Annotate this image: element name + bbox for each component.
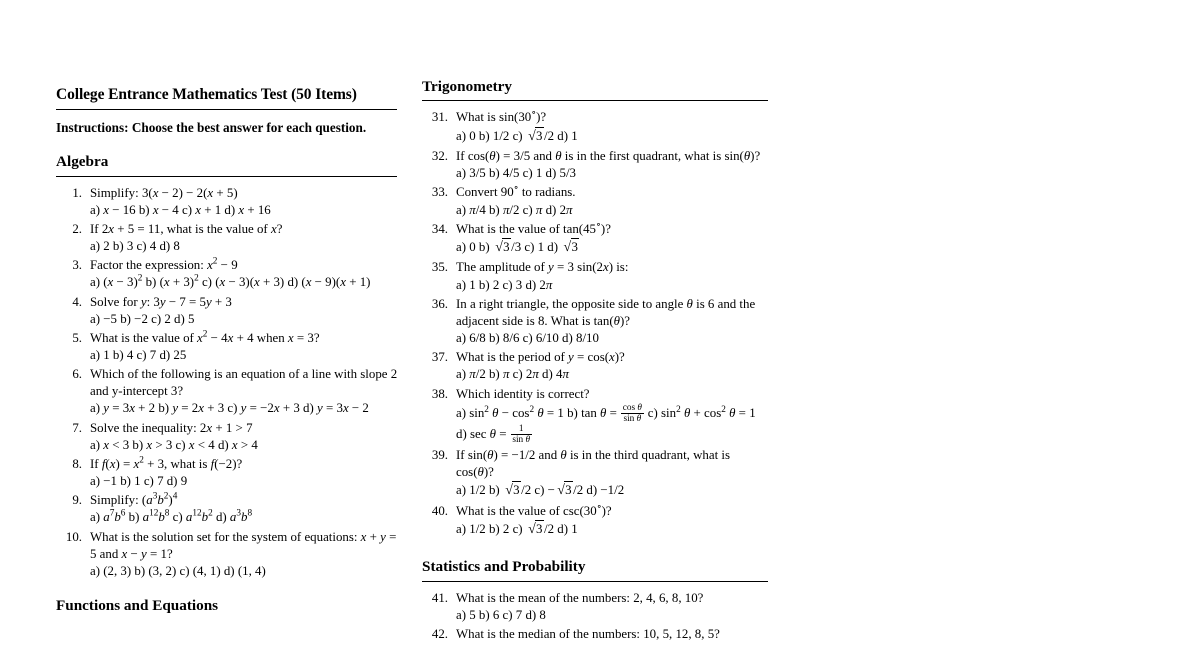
question-number: 2.: [72, 221, 82, 236]
question-options: a) −1 b) 1 c) 7 d) 9: [90, 474, 188, 489]
question-item: [422, 626, 767, 643]
question-item: [422, 503, 767, 540]
question-number: 37.: [431, 350, 448, 365]
question-item: [422, 221, 767, 258]
question-text: What is sin(30∘)?: [456, 108, 547, 125]
question-number: 36.: [431, 296, 448, 311]
question-number: 32.: [431, 149, 448, 164]
right-column: [422, 0, 767, 645]
question-options: a) 6/8 b) 8/6 c) 6/10 d) 8/10: [456, 331, 599, 346]
question-options: a) (2, 3) b) (3, 2) c) (4, 1) d) (1, 4): [90, 563, 266, 578]
algebra-rule: [56, 176, 397, 177]
question-number: 9.: [72, 493, 82, 508]
question-number: 42.: [431, 627, 448, 642]
question-item: [422, 590, 767, 624]
question-text: What is the median of the numbers: 10, 5, 12, 8, 5?: [456, 627, 720, 642]
question-text: If cos(θ) = 3/5 and θ is in the first quadrant, what is sin(θ)?: [456, 149, 761, 164]
question-item: [56, 257, 401, 291]
question-number: 39.: [431, 447, 448, 462]
question-options: a) π/4 b) π/2 c) π d) 2π: [456, 202, 573, 217]
trigonometry-question-list: [422, 109, 767, 539]
question-options: a) x < 3 b) x > 3 c) x < 4 d) x > 4: [90, 437, 258, 452]
question-options: a) x − 16 b) x − 4 c) x + 1 d) x + 16: [90, 202, 271, 217]
question-number: 33.: [431, 185, 448, 200]
question-text: If $f(x) = x^2 + 3$, what is f(−2)?: [90, 455, 243, 471]
question-item: [56, 330, 401, 364]
question-text: What is the value of $x^2 - 4x + 4$ when x = 3?: [90, 329, 320, 345]
question-number: 4.: [72, 294, 82, 309]
question-options: a) y = 3x + 2 b) y = 2x + 3 c) y = −2x + 3 d) y = 3x − 2: [90, 401, 369, 416]
section-heading-algebra: Algebra: [56, 153, 109, 171]
question-text: Factor the expression: $x^2 - 9$: [90, 256, 238, 273]
question-text: Solve the inequality: 2x + 1 > 7: [90, 420, 253, 435]
question-text: If sin(θ) = −1/2 and θ is in the third quadrant, what is cos(θ)?: [456, 447, 730, 479]
question-number: 35.: [431, 260, 448, 275]
question-item: [56, 529, 401, 580]
question-number: 31.: [431, 110, 448, 125]
question-item: [422, 259, 767, 293]
question-text: Simplify: $(a^3b^2)^4$: [90, 491, 178, 508]
question-options: a) −5 b) −2 c) 2 d) 5: [90, 311, 195, 326]
instructions-line: Instructions: Choose the best answer for each question.: [56, 120, 367, 136]
section-heading-trigonometry: Trigonometry: [422, 78, 512, 95]
question-text: The amplitude of y = 3 sin(2x) is:: [456, 260, 629, 275]
statistics-rule: [422, 581, 768, 582]
question-item: [422, 349, 767, 383]
question-options: a) 3/5 b) 4/5 c) 1 d) 5/3: [456, 166, 576, 181]
question-item: [56, 185, 401, 219]
question-number: 6.: [72, 367, 82, 382]
question-options: a) $(x - 3)^2$ b) $(x + 3)^2$ c) (x − 3)(x + 3) d) (x − 9)(x + 1): [90, 274, 371, 290]
question-item: [56, 456, 401, 490]
question-text: What is the mean of the numbers: 2, 4, 6, 8, 10?: [456, 590, 704, 605]
question-item: [422, 148, 767, 182]
question-item: [422, 109, 767, 146]
question-options: a) π/2 b) π c) 2π d) 4π: [456, 367, 569, 382]
question-item: [422, 184, 767, 218]
question-options: a) $a^7b^6$ b) $a^{12}b^8$ c) $a^{12}b^2$ d) $a^3b^8$: [90, 509, 253, 525]
question-item: [422, 447, 767, 501]
algebra-question-list: [56, 185, 401, 580]
question-item: [56, 366, 401, 417]
question-number: 5.: [72, 330, 82, 345]
question-number: 40.: [431, 503, 448, 518]
left-column: [56, 0, 401, 615]
question-number: 8.: [72, 456, 82, 471]
question-number: 1.: [72, 185, 82, 200]
question-options: a) 0 b) √3 /3 c) 1 d) √3: [456, 239, 578, 255]
question-text: Convert 90∘ to radians.: [456, 183, 576, 200]
question-item: [56, 221, 401, 255]
question-item: [56, 420, 401, 454]
trigonometry-rule: [422, 100, 768, 101]
question-item: [422, 296, 767, 347]
title-rule: [56, 109, 397, 110]
question-number: 7.: [72, 420, 82, 435]
question-number: 34.: [431, 221, 448, 236]
question-text: Which of the following is an equation of a line with slope 2 and y-intercept 3?: [90, 367, 398, 399]
question-number: 3.: [72, 258, 82, 273]
question-text: What is the solution set for the system of equations: x + y = 5 and x − y = 1?: [90, 529, 397, 561]
question-options: a) 1 b) 4 c) 7 d) 25: [90, 348, 187, 362]
question-options: a) 1 b) 2 c) 3 d) 2π: [456, 277, 553, 292]
question-text: What is the value of csc(30∘)?: [456, 501, 612, 518]
statistics-question-list: [422, 590, 767, 643]
question-number: 10.: [65, 529, 82, 544]
question-options: a) 2 b) 3 c) 4 d) 8: [90, 239, 180, 254]
question-text: If 2x + 5 = 11, what is the value of x?: [90, 221, 283, 236]
question-number: 38.: [431, 386, 448, 401]
question-text: In a right triangle, the opposite side to angle θ is 6 and the adjacent side is 8. What is tan(θ)?: [456, 296, 756, 328]
question-text: What is the value of tan(45∘)?: [456, 219, 611, 236]
question-item: [422, 386, 767, 445]
question-text: Solve for y: 3y − 7 = 5y + 3: [90, 294, 232, 309]
question-item: [56, 492, 401, 526]
question-text: Simplify: 3(x − 2) − 2(x + 5): [90, 185, 238, 200]
page-title: College Entrance Mathematics Test (50 Items): [56, 86, 357, 103]
section-heading-functions: Functions and Equations: [56, 597, 219, 615]
question-options: a) 1/2 b) √3 /2 c) − √3 /2 d) −1/2: [456, 483, 625, 499]
question-text: Which identity is correct?: [456, 386, 590, 401]
question-options: a) 5 b) 6 c) 7 d) 8: [456, 607, 546, 622]
question-options: a) $\sin^2 \theta - \cos^2 \theta = 1$ b) tan θ = $\frac{\text{cos θ}}{\text{sin θ}}$ c) $\sin^2 \theta + \cos^2 \theta = 1$ d) sec θ = $\frac{1}{\text{sin θ}}$: [456, 402, 756, 445]
question-item: [56, 294, 401, 328]
question-number: 41.: [431, 590, 448, 605]
question-text: What is the period of y = cos(x)?: [456, 350, 625, 365]
question-options: a) 1/2 b) 2 c) √3 /2 d) 1: [456, 521, 578, 537]
question-options: a) 0 b) 1/2 c) √3 /2 d) 1: [456, 128, 578, 144]
section-heading-statistics: Statistics and Probability: [422, 558, 586, 576]
